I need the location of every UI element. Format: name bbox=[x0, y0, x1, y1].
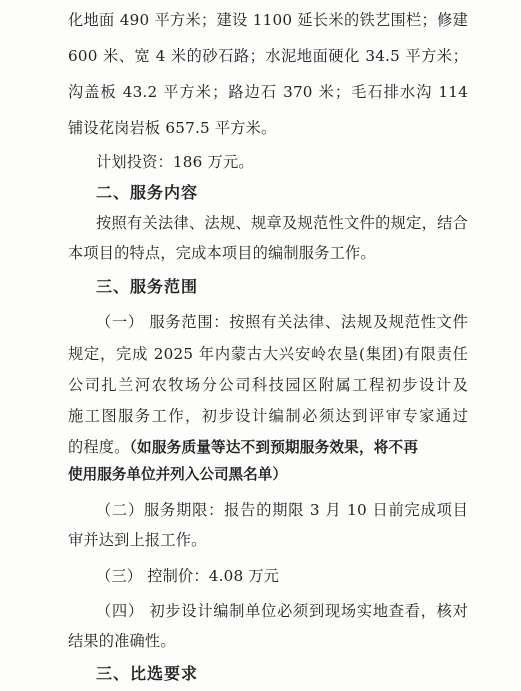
scope-item-1-text: 的程度。 bbox=[68, 438, 130, 456]
scope-item-1-line: 规定，完成 2025 年内蒙古大兴安岭农垦(集团)有限责任 bbox=[68, 345, 468, 363]
scope-item-4-line: 结果的准确性。 bbox=[68, 632, 176, 650]
scope-item-1-line: 施工图服务工作，初步设计编制必须达到评审专家通过 bbox=[68, 407, 468, 425]
section-heading-selection-requirements: 三、比选要求 bbox=[96, 664, 199, 683]
paragraph-line: 600 米、宽 4 米的砂石路；水泥地面硬化 34.5 平方米； bbox=[68, 47, 468, 65]
scope-item-2-line: 审并达到上报工作。 bbox=[68, 531, 207, 549]
scope-item-4-line: （四） 初步设计编制单位必须到现场实地查看，核对 bbox=[96, 602, 468, 620]
scope-item-1-line bbox=[68, 437, 468, 458]
paragraph-line: 按照有关法律、法规、规章及规范性文件的规定，结合 bbox=[96, 214, 468, 232]
investment-line: 计划投资：186 万元。 bbox=[96, 153, 254, 171]
section-heading-service-scope: 三、服务范围 bbox=[96, 277, 199, 296]
scope-item-1-line: 公司扎兰河农牧场分公司科技园区附属工程初步设计及 bbox=[68, 376, 468, 394]
scope-item-3-line: （三） 控制价：4.08 万元 bbox=[96, 567, 280, 585]
paragraph-line: 本项目的特点，完成本项目的编制服务工作。 bbox=[68, 244, 376, 262]
paragraph-line: 沟盖板 43.2 平方米；路边石 370 米；毛石排水沟 114 bbox=[68, 83, 468, 101]
paragraph-line: 铺设花岗岩板 657.5 平方米。 bbox=[68, 119, 277, 137]
scope-item-1-line: （一） 服务范围：按照有关法律、法规及规范性文件 bbox=[96, 313, 468, 331]
section-heading-service-content: 二、服务内容 bbox=[96, 183, 199, 202]
scope-item-1-warning: （如服务质量等达不到预期服务效果，将不再 bbox=[129, 439, 419, 456]
scope-item-1-warning-cont: 使用服务单位并列入公司黑名单） bbox=[68, 466, 287, 483]
scope-item-2-line: （二）服务期限：报告的期限 3 月 10 日前完成项目 bbox=[96, 501, 468, 519]
paragraph-line: 化地面 490 平方米；建设 1100 延长米的铁艺围栏；修建 bbox=[68, 11, 468, 29]
